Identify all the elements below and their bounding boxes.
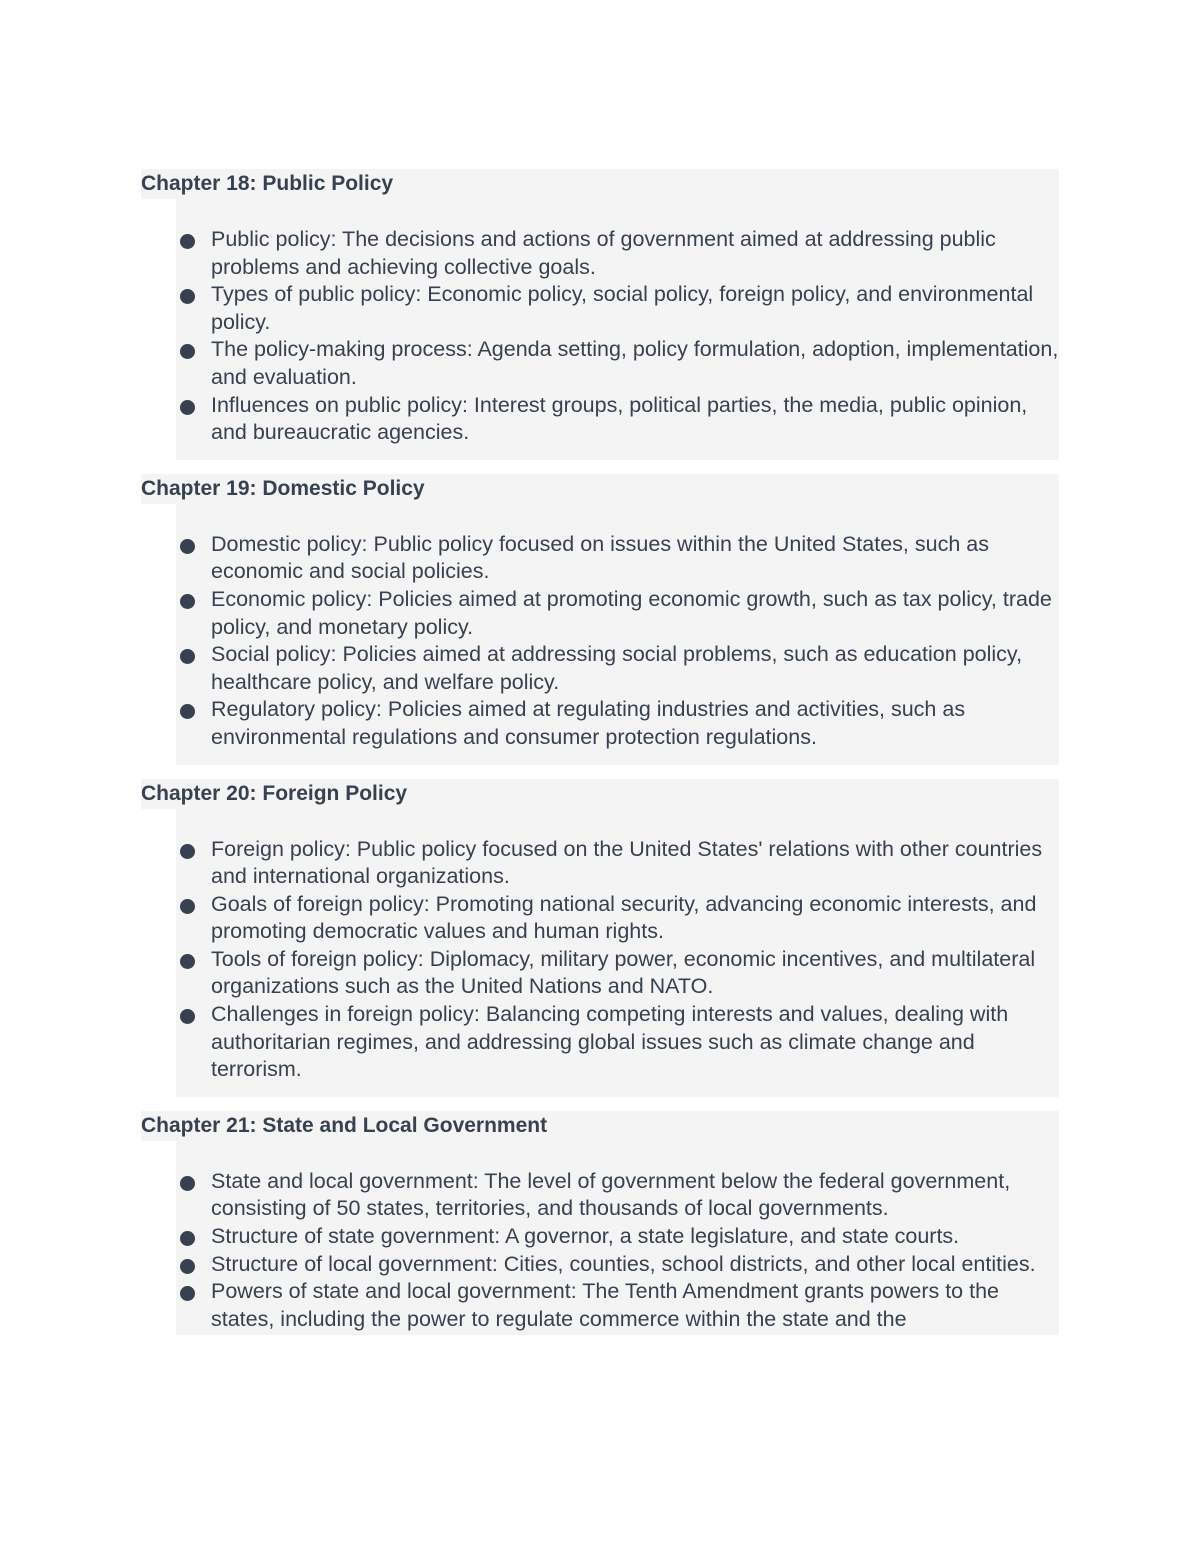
bullet-icon (180, 844, 195, 859)
list-item (176, 392, 1059, 447)
bullet-icon (180, 1009, 195, 1024)
bullet-list (176, 809, 1059, 1097)
bullet-icon (180, 1259, 195, 1274)
list-item (176, 281, 1059, 336)
bullet-icon (180, 289, 195, 304)
bullet-icon (180, 400, 195, 415)
list-item-text: Structure of local government: Cities, counties, school districts, and other local entities. (211, 1251, 1036, 1276)
list-item (176, 1278, 1059, 1333)
list-item (176, 836, 1059, 891)
list-item-text: Goals of foreign policy: Promoting national security, advancing economic interests, and promoting democratic values and human rights. (211, 891, 1037, 944)
bullet-icon (180, 954, 195, 969)
list-item (176, 891, 1059, 946)
list-item-text: Powers of state and local government: The Tenth Amendment grants powers to the states, including the power to regulate commerce within the state and the (211, 1279, 999, 1331)
bullet-icon (180, 704, 195, 719)
list-item (176, 1223, 1059, 1251)
list-item-text: Structure of state government: A governor, a state legislature, and state courts. (211, 1224, 960, 1249)
bullet-icon (180, 649, 195, 664)
bullet-icon (180, 1286, 195, 1301)
list-item-text: Tools of foreign policy: Diplomacy, military power, economic incentives, and multilateral organizations such as the United Nations and NATO. (211, 946, 1036, 999)
section-chapter-18 (141, 169, 1059, 460)
list-item-text: State and local government: The level of government below the federal government, consisting of 50 states, territories, and thousands of local governments. (211, 1168, 1011, 1221)
list-item-text: Foreign policy: Public policy focused on the United States' relations with other countries and international organizations. (211, 836, 1043, 889)
section-heading: Chapter 19: Domestic Policy (141, 474, 1059, 504)
bullet-list (176, 504, 1059, 765)
document-content (141, 169, 1059, 1349)
bullet-icon (180, 1231, 195, 1246)
list-item (176, 1001, 1059, 1084)
list-item-text: Public policy: The decisions and actions of government aimed at addressing public problems and achieving collective goals. (211, 227, 996, 279)
bullet-icon (180, 539, 195, 554)
bullet-icon (180, 594, 195, 609)
section-chapter-19 (141, 474, 1059, 765)
list-item (176, 586, 1059, 641)
list-item-text: Social policy: Policies aimed at addressing social problems, such as education policy, healthcare policy, and welfare policy. (211, 642, 1023, 694)
list-item-text: The policy-making process: Agenda setting, policy formulation, adoption, implementation, and evaluation. (211, 337, 1059, 389)
list-item (176, 336, 1059, 391)
bullet-icon (180, 344, 195, 359)
bullet-icon (180, 899, 195, 914)
list-item-text: Types of public policy: Economic policy, social policy, foreign policy, and environmental policy. (211, 282, 1034, 334)
section-heading: Chapter 18: Public Policy (141, 169, 1059, 199)
list-item-text: Regulatory policy: Policies aimed at regulating industries and activities, such as environmental regulations and consumer protection regulations. (211, 697, 966, 749)
bullet-list (176, 199, 1059, 460)
list-item (176, 226, 1059, 281)
bullet-list (176, 1141, 1059, 1336)
section-heading: Chapter 21: State and Local Government (141, 1111, 1059, 1141)
list-item (176, 1168, 1059, 1223)
list-item-text: Economic policy: Policies aimed at promoting economic growth, such as tax policy, trade policy, and monetary policy. (211, 586, 1052, 639)
bullet-icon (180, 1176, 195, 1191)
list-item (176, 531, 1059, 586)
section-chapter-20 (141, 779, 1059, 1097)
list-item (176, 1251, 1059, 1279)
list-item (176, 946, 1059, 1001)
list-item-text: Domestic policy: Public policy focused on issues within the United States, such as economic and social policies. (211, 531, 989, 584)
list-item-text: Challenges in foreign policy: Balancing competing interests and values, dealing with authoritarian regimes, and addressing global issues such as climate change and terrorism. (211, 1002, 1009, 1082)
list-item (176, 641, 1059, 696)
list-item (176, 696, 1059, 751)
list-item-text: Influences on public policy: Interest groups, political parties, the media, public opinion, and bureaucratic agencies. (211, 392, 1028, 445)
bullet-icon (180, 234, 195, 249)
section-heading: Chapter 20: Foreign Policy (141, 779, 1059, 809)
section-chapter-21 (141, 1111, 1059, 1336)
